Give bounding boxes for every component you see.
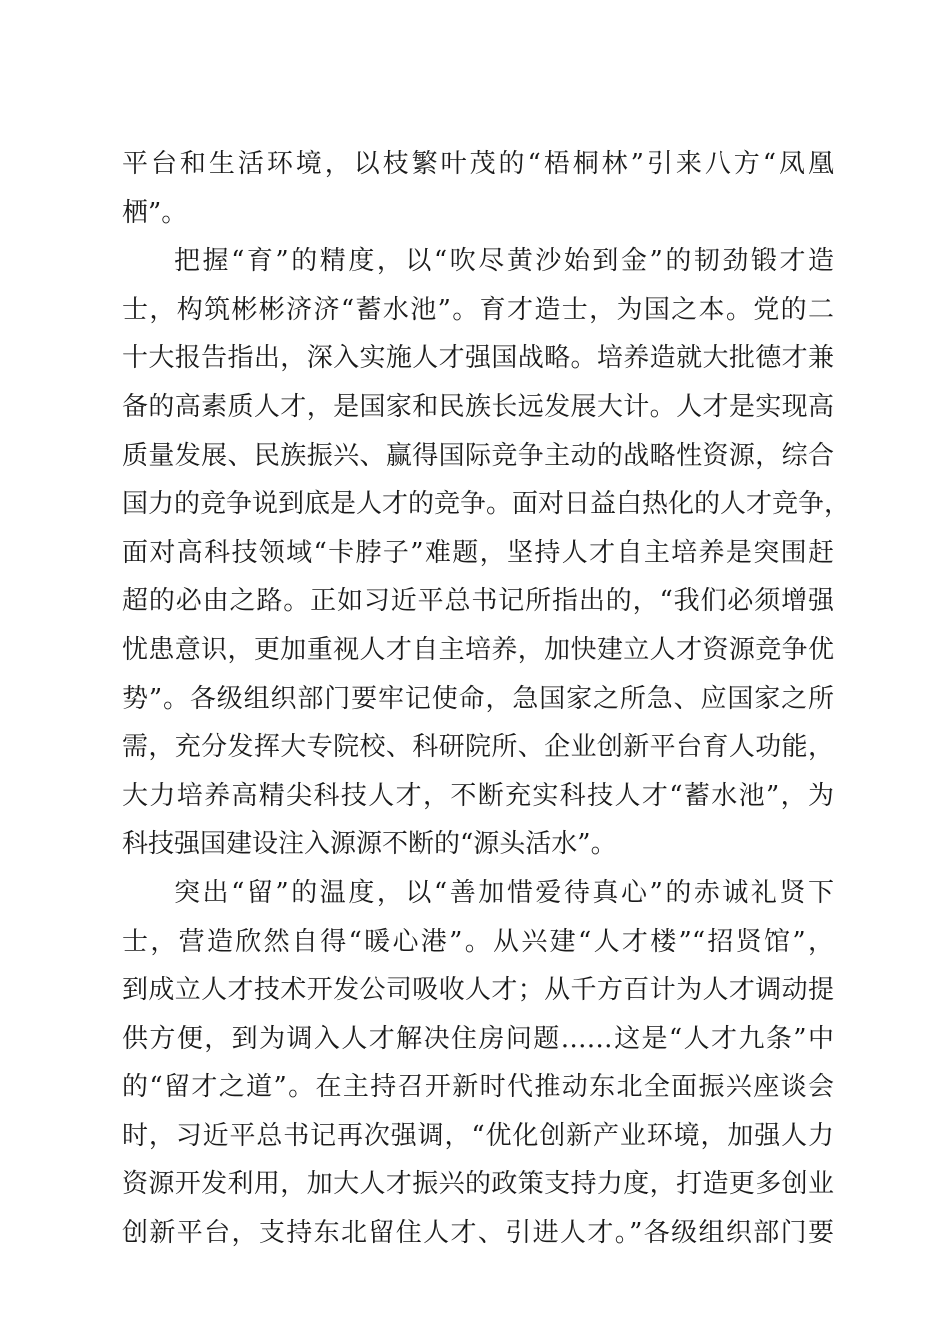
text-line: 士，营造欣然自得“暖心港”。从兴建“人才楼”“招贤馆”， (122, 926, 834, 957)
text-line: 栖”。 (122, 197, 188, 228)
text-line: 忧患意识，更加重视人才自主培养，加快建立人才资源竞争优 (122, 634, 834, 665)
text-line: 大力培养高精尖科技人才，不断充实科技人才“蓄水池”，为 (122, 780, 834, 811)
text-line: 平台和生活环境，以枝繁叶茂的“梧桐林”引来八方“凤凰 (122, 149, 834, 179)
text-line: 势”。各级组织部门要牢记使命，急国家之所急、应国家之所 (122, 683, 834, 714)
text-line: 十大报告指出，深入实施人才强国战略。培养造就大批德才兼 (122, 343, 834, 374)
text-line: 质量发展、民族振兴、赢得国际竞争主动的战略性资源，综合 (122, 440, 834, 471)
paragraph-2 (122, 237, 851, 869)
text-line: 面对高科技领域“卡脖子”难题，坚持人才自主培养是突围赶 (122, 537, 834, 568)
text-line: 科技强国建设注入源源不断的“源头活水”。 (122, 829, 617, 860)
text-line: 备的高素质人才，是国家和民族长远发展大计。人才是实现高 (122, 391, 834, 422)
text-line: 时，习近平总书记再次强调，“优化创新产业环境，加强人力 (122, 1120, 834, 1151)
text-line: 需，充分发挥大专院校、科研院所、企业创新平台育人功能， (122, 732, 834, 763)
text-line: 士，构筑彬彬济济“蓄水池”。育才造士，为国之本。党的二 (122, 294, 834, 325)
text-line: 到成立人才技术开发公司吸收人才；从千方百计为人才调动提 (122, 975, 834, 1006)
text-line: 把握“育”的精度，以“吹尽黄沙始到金”的韧劲锻才造 (174, 246, 834, 277)
document-body (122, 140, 851, 1258)
text-line: 的“留才之道”。在主持召开新时代推动东北全面振兴座谈会 (122, 1072, 834, 1103)
text-line: 资源开发利用，加大人才振兴的政策支持力度，打造更多创业 (122, 1169, 834, 1200)
paragraph-1 (122, 140, 834, 237)
text-line: 供方便，到为调入人才解决住房问题……这是“人才九条”中 (122, 1023, 834, 1054)
text-line: 国力的竞争说到底是人才的竞争。面对日益白热化的人才竞争， (122, 489, 851, 520)
text-line: 创新平台，支持东北留住人才、引进人才。”各级组织部门要 (122, 1218, 834, 1249)
paragraph-3 (122, 869, 834, 1258)
text-line: 突出“留”的温度，以“善加惜爱待真心”的赤诚礼贤下 (174, 877, 834, 908)
text-line: 超的必由之路。正如习近平总书记所指出的，“我们必须增强 (122, 586, 834, 617)
